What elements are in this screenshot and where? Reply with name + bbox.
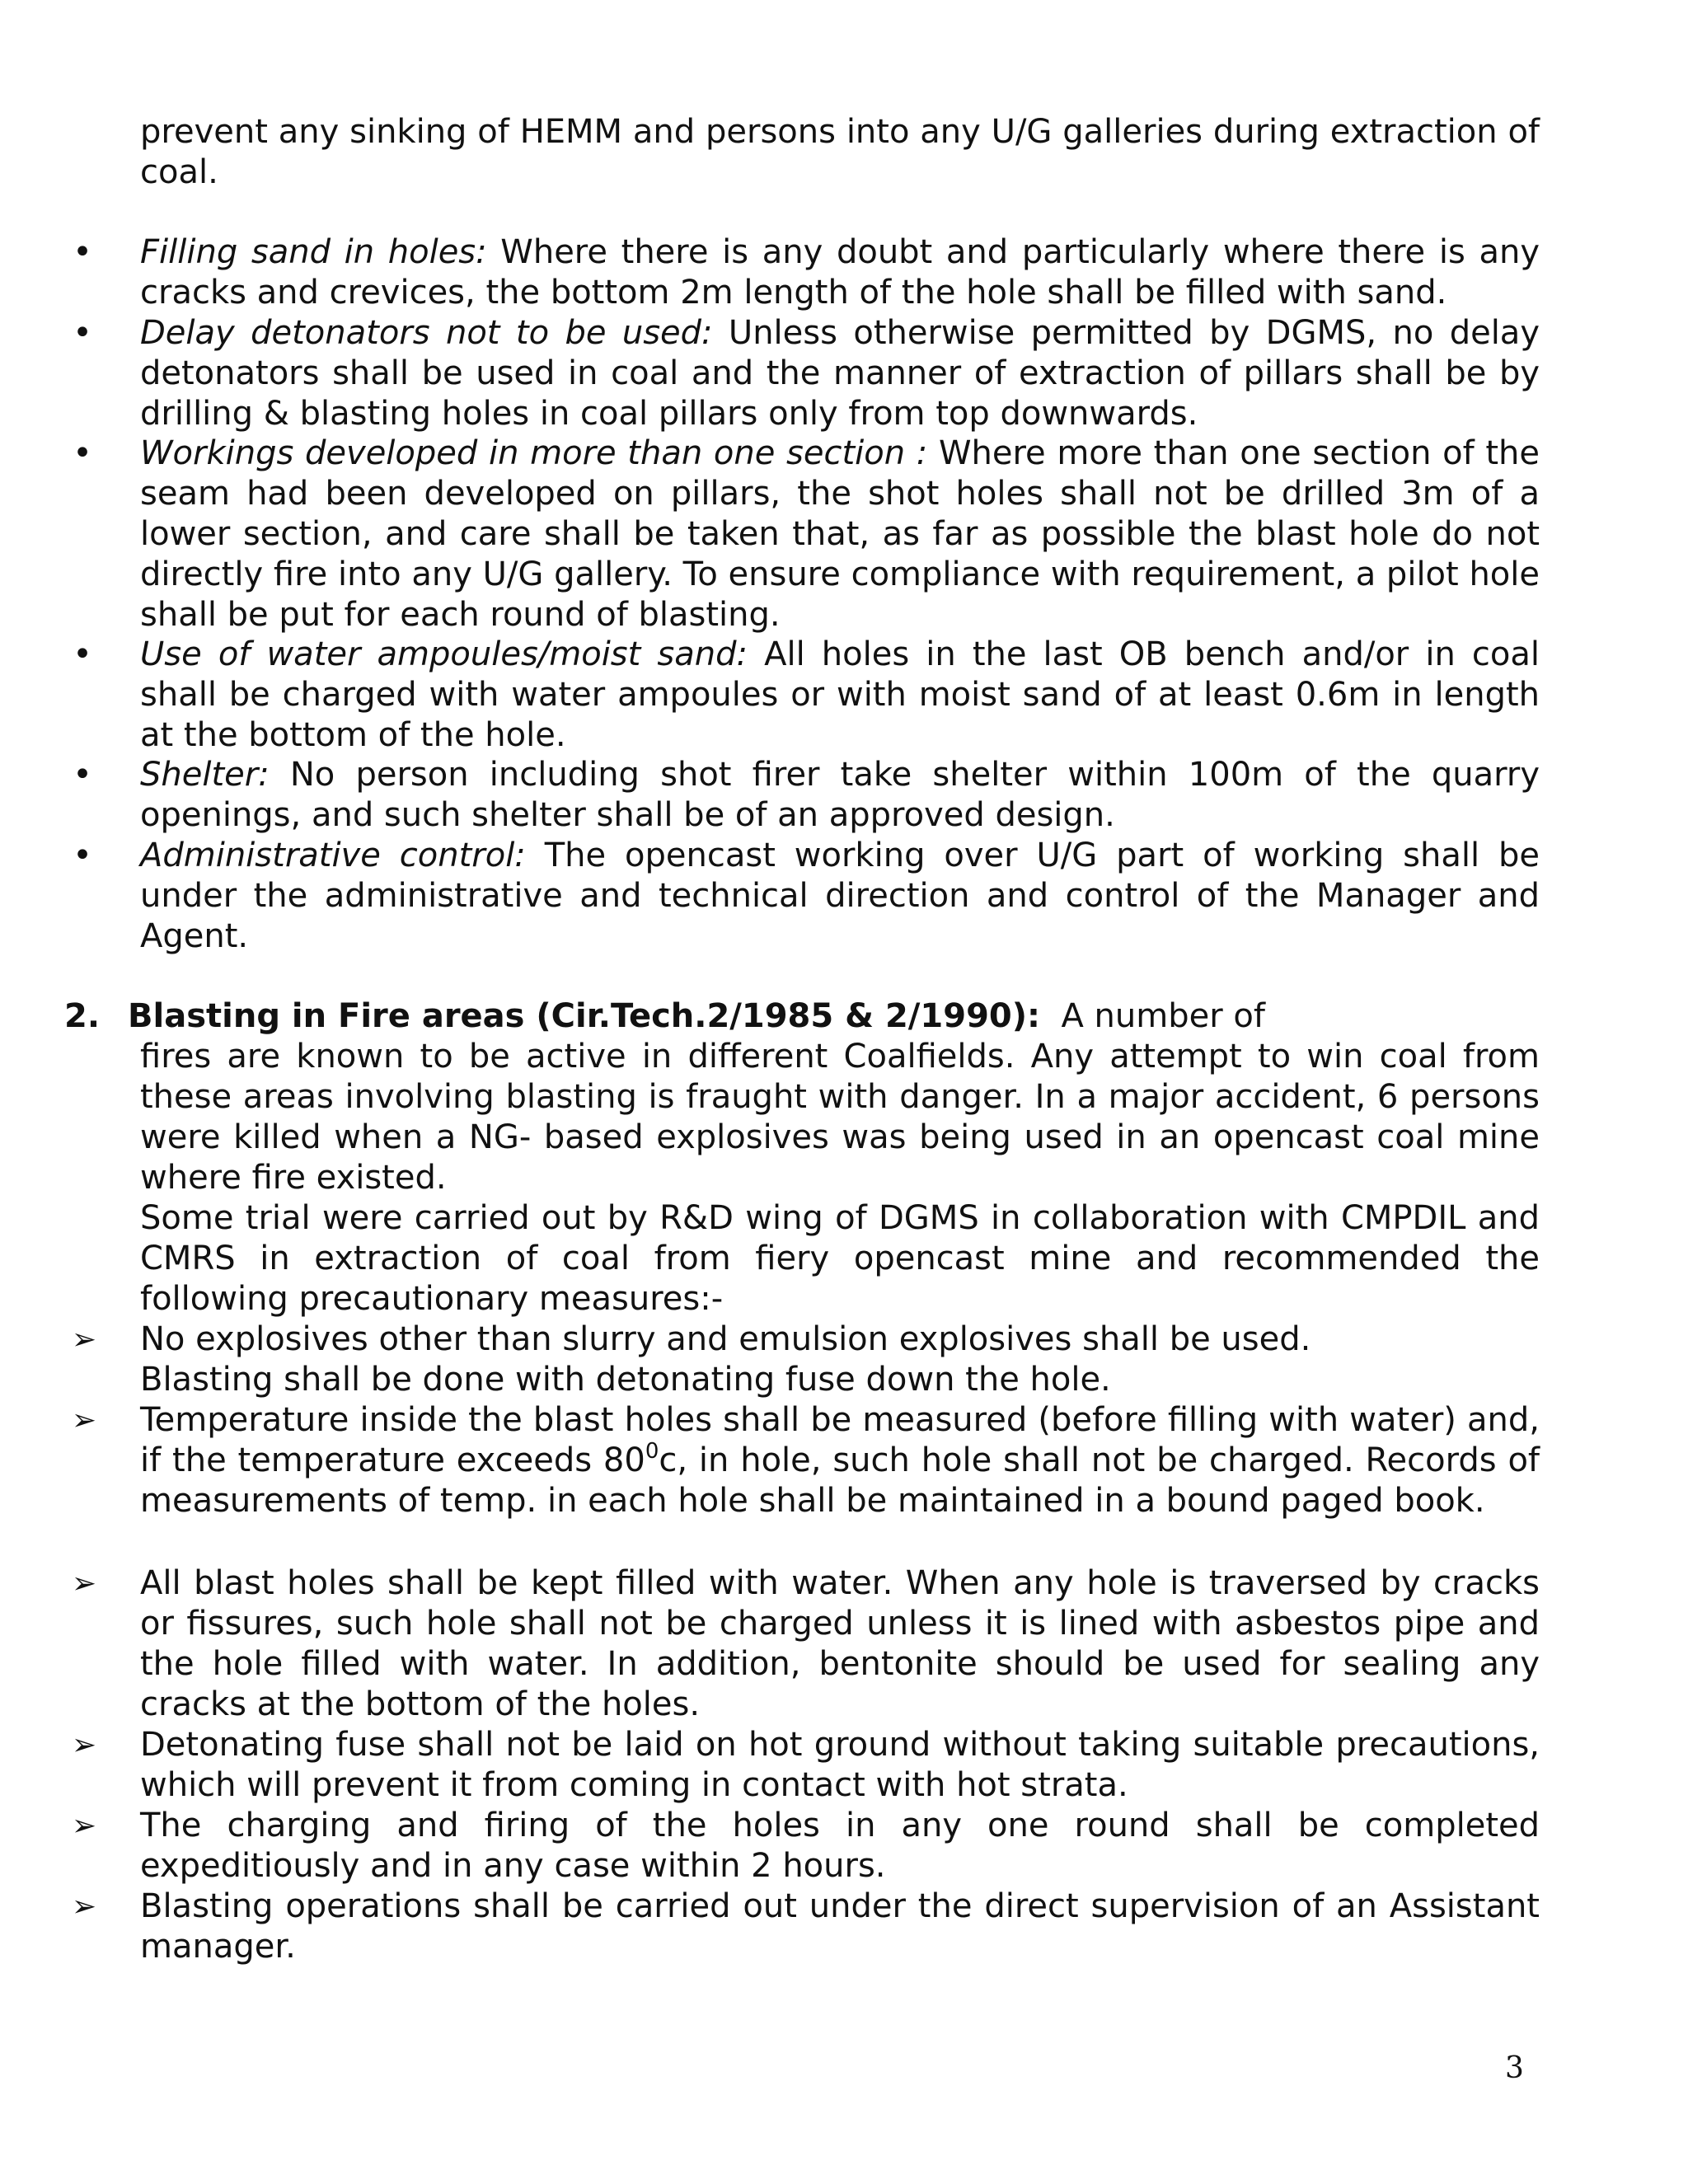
section-number: 2. [64, 997, 101, 1035]
bullet-item [140, 836, 1540, 957]
measure-item: No explosives other than slurry and emulsion explosives shall be used. [140, 1320, 1311, 1358]
bullet-dot-icon: • [73, 434, 92, 472]
arrowhead-bullet-icon: ➢ [71, 1567, 97, 1601]
bullet-item [140, 755, 1540, 836]
bullet-item [140, 635, 1540, 756]
bullet-text: No person including shot firer take shelter within 100m of the quarry openings, and such shelter shall be of an approved design. [140, 756, 1540, 834]
intro-paragraph: prevent any sinking of HEMM and persons into any U/G galleries during extraction of coal. [140, 113, 1540, 191]
degree-superscript: 0 [645, 1438, 659, 1464]
bullet-text: All holes in the last OB bench and/or in coal shall be charged with water ampoules or with moist sand of at least 0.6m in length at the bottom of the hole. [140, 635, 1540, 754]
bullet-dot-icon: • [73, 756, 92, 794]
bullet-text: Where more than one section of the seam had been developed on pillars, the shot holes shall not be drilled 3m of a lower section, and care shall be taken that, as far as possible the blast hole do not directly fire into any U/G gallery. To ensure compliance with requirement, a pilot hole shall be put for each round of blasting. [140, 434, 1540, 634]
section-paragraph: Some trial were carried out by R&D wing of DGMS in collaboration with CMPDIL and CMRS in extraction of coal from fiery opencast mine and recommended the following precautionary measures:- [140, 1199, 1540, 1318]
measure-item: All blast holes shall be kept filled with water. When any hole is traversed by cracks or fissures, such hole shall not be charged unless it is lined with asbestos pipe and the hole filled with water. In addition, bentonite should be used for sealing any cracks at the bottom of the holes. [140, 1564, 1540, 1723]
measure-item: Blasting operations shall be carried out under the direct supervision of an Assistant manager. [140, 1887, 1540, 1966]
bullet-item [140, 313, 1540, 434]
bullet-text: The opencast working over U/G part of working shall be under the administrative and technical direction and control of the Manager and Agent. [140, 837, 1540, 955]
bullet-title: Filling sand in holes: [140, 233, 487, 271]
bullet-item [140, 232, 1540, 313]
bullet-item [140, 434, 1540, 635]
measure-item: The charging and firing of the holes in any one round shall be completed expeditiously and in any case within 2 hours. [140, 1807, 1540, 1885]
arrowhead-bullet-icon: ➢ [71, 1323, 97, 1357]
measure-text: Temperature inside the blast holes shall be measured (before filling with water) and, if the temperature exceeds 80 [140, 1401, 1540, 1479]
arrowhead-bullet-icon: ➢ [71, 1890, 97, 1924]
bullet-dot-icon: • [73, 635, 92, 673]
bullet-title: Administrative control: [140, 837, 526, 874]
section-paragraph: fires are known to be active in different Coalfields. Any attempt to win coal from these areas involving blasting is fraught with danger. In a major accident, 6 persons were killed when a NG- based explosives was being used in an opencast coal mine where fire existed. [140, 1038, 1540, 1197]
section-title: Blasting in Fire areas (Cir.Tech.2/1985 & 2/1990): [128, 997, 1041, 1035]
arrowhead-bullet-icon: ➢ [71, 1404, 97, 1437]
measure-item [140, 1400, 1540, 1521]
bullet-title: Use of water ampoules/moist sand: [140, 635, 748, 673]
section-heading [64, 996, 1265, 1037]
section-lead: A number of [1061, 997, 1265, 1035]
bullet-text: Where there is any doubt and particularly where there is any cracks and crevices, the bottom 2m length of the hole shall be filled with sand. [140, 233, 1540, 312]
page-number: 3 [1505, 2051, 1524, 2085]
bullet-title: Shelter: [140, 756, 270, 794]
measure-item: Detonating fuse shall not be laid on hot ground without taking suitable precautions, which will prevent it from coming in contact with hot strata. [140, 1726, 1540, 1804]
arrowhead-bullet-icon: ➢ [71, 1728, 97, 1762]
bullet-dot-icon: • [73, 837, 92, 874]
measure-text: c, in hole, such hole shall not be charged. Records of measurements of temp. in each hole shall be maintained in a bound paged book. [140, 1441, 1540, 1520]
bullet-text: Unless otherwise permitted by DGMS, no delay detonators shall be used in coal and the manner of extraction of pillars shall be by drilling & blasting holes in coal pillars only from top downwards. [140, 314, 1540, 433]
bullet-dot-icon: • [73, 233, 92, 271]
arrowhead-bullet-icon: ➢ [71, 1809, 97, 1843]
bullet-dot-icon: • [73, 314, 92, 352]
measure-item-continued: Blasting shall be done with detonating fuse down the hole. [140, 1361, 1111, 1399]
bullet-title: Workings developed in more than one section : [140, 434, 928, 472]
bullet-title: Delay detonators not to be used: [140, 314, 713, 352]
